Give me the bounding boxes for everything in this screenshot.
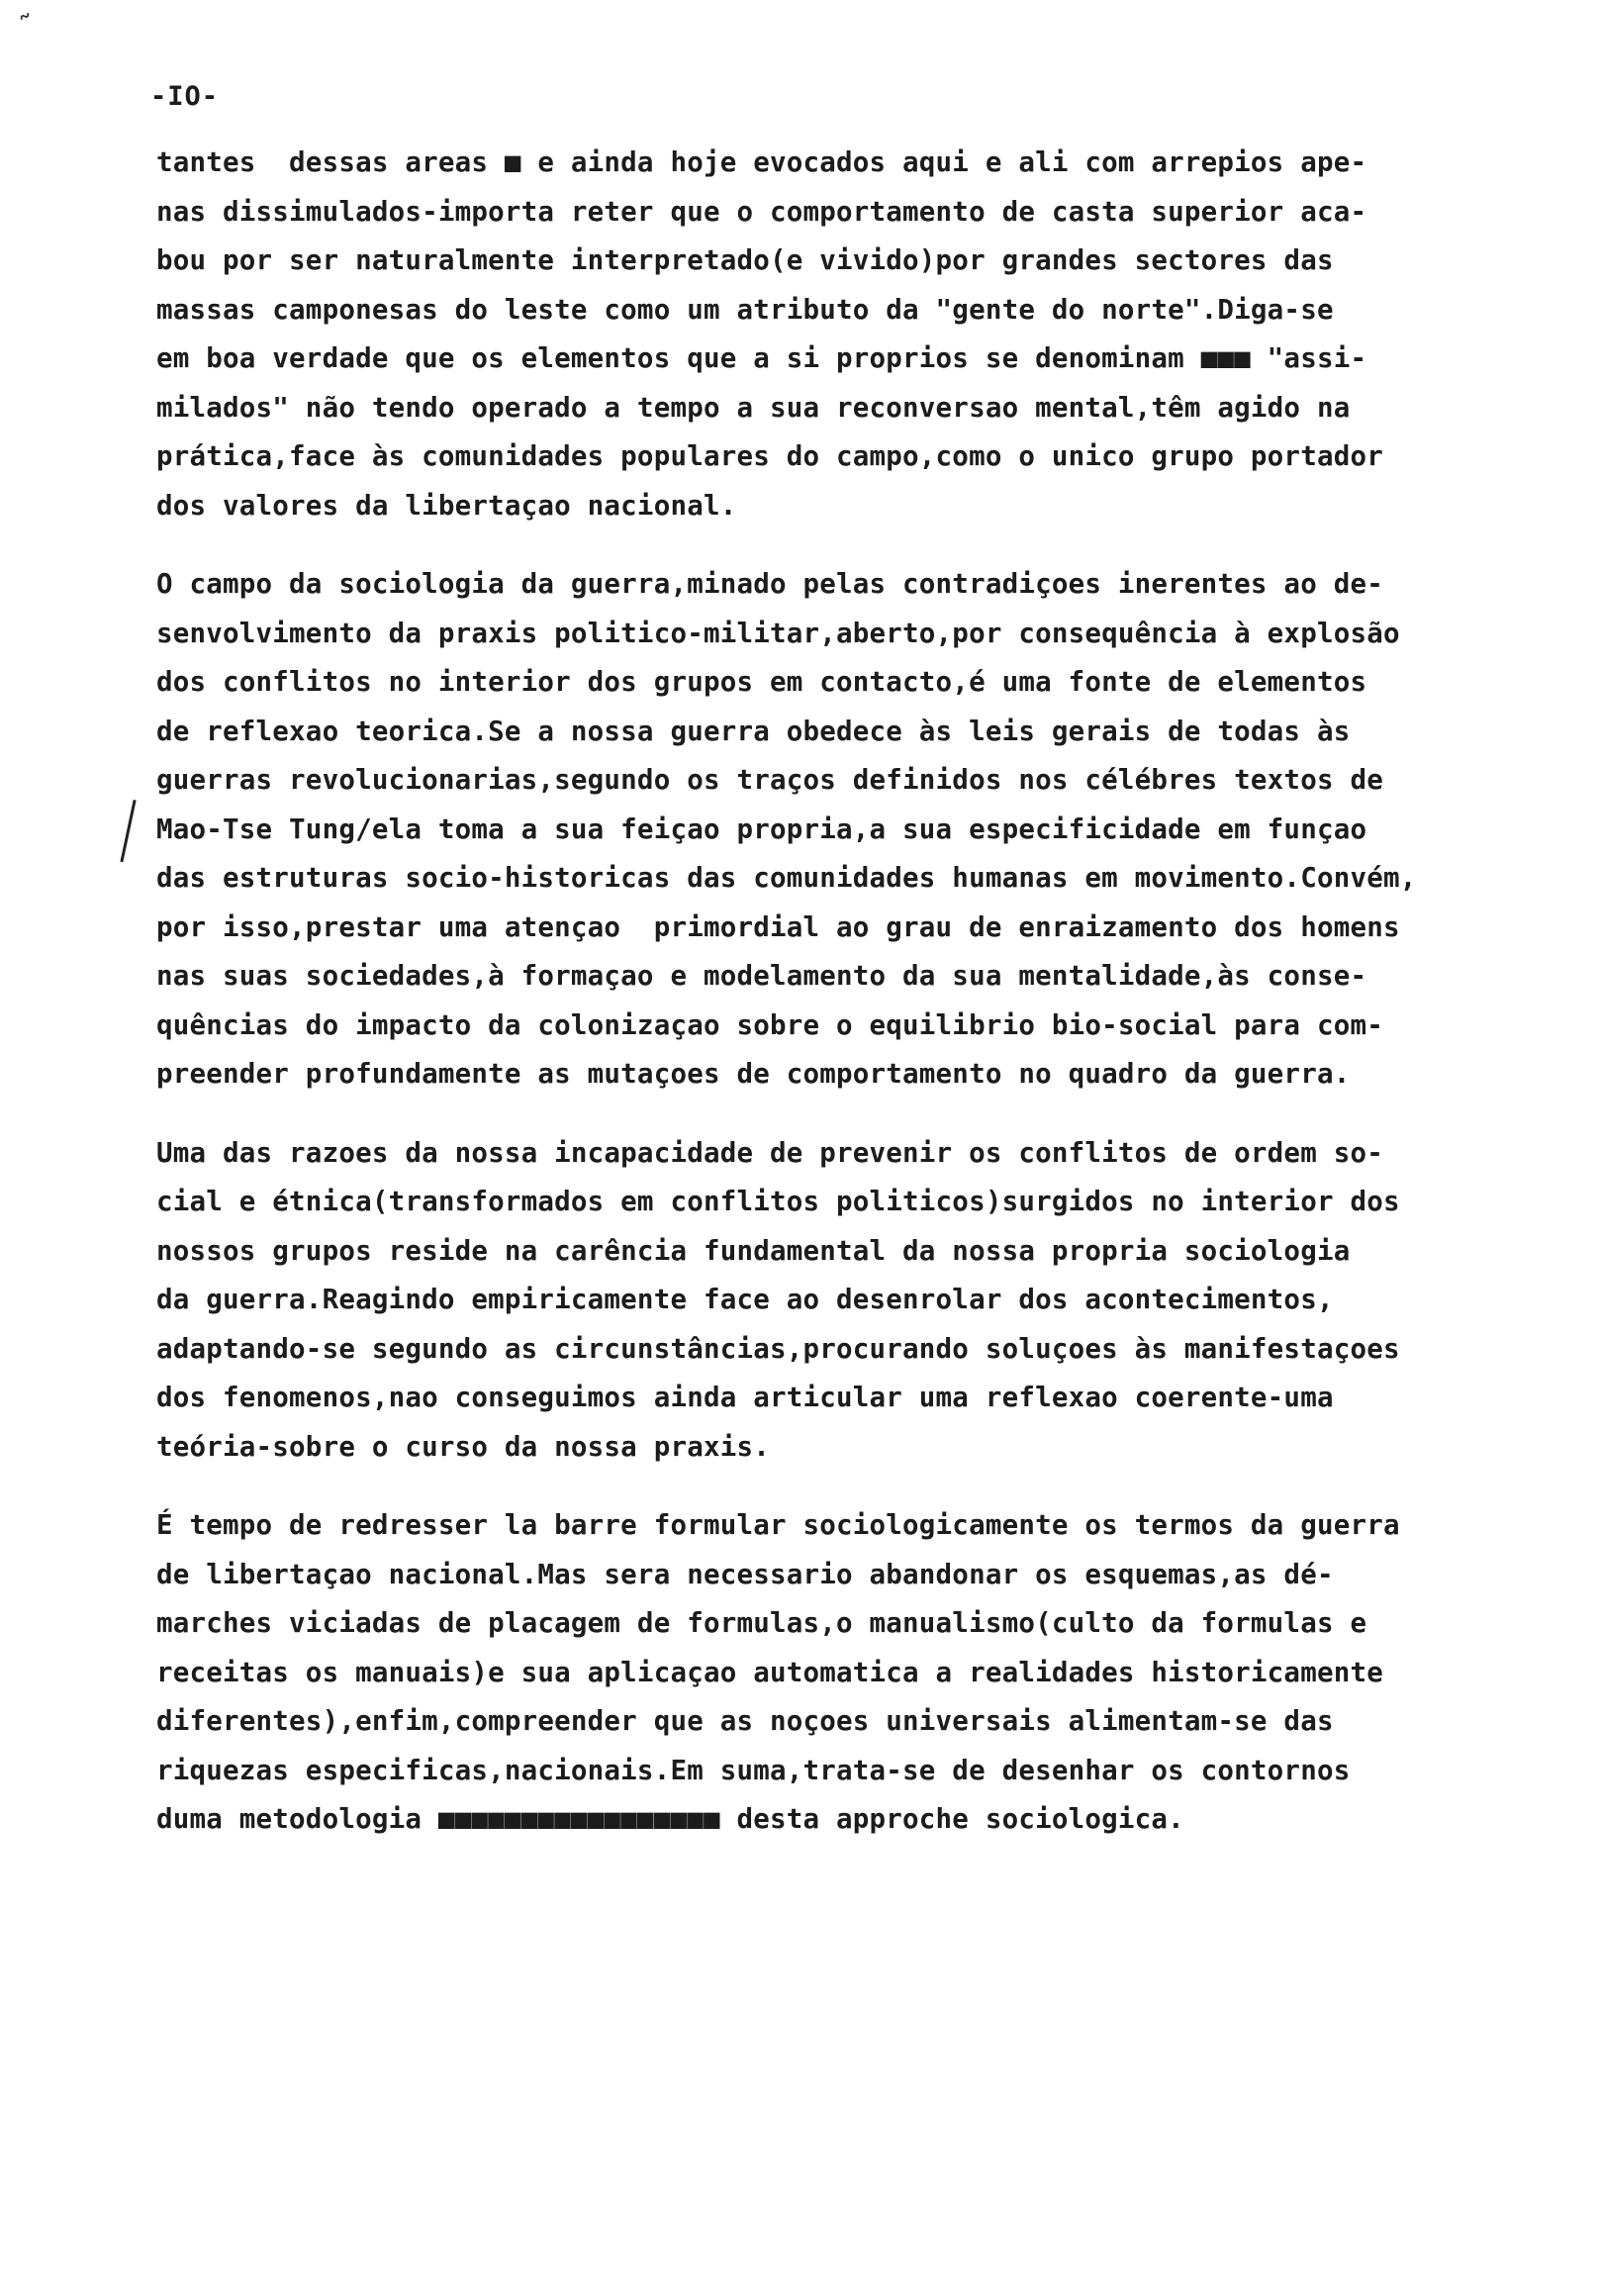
text-line: massas camponesas do leste como um atributo da "gente do norte".Diga-se <box>156 293 1334 326</box>
text-line: marches viciadas de placagem de formulas,o manualismo(culto da formulas e <box>156 1607 1367 1639</box>
text-line: guerras revolucionarias,segundo os traços definidos nos célébres textos de <box>156 764 1383 796</box>
text-line: por isso,prestar uma atençao primordial ao grau de enraizamento dos homens <box>156 910 1400 943</box>
text-line: quências do impacto da colonizaçao sobre o equilibrio bio-social para com- <box>156 1008 1383 1041</box>
text-line: adaptando-se segundo as circunstâncias,procurando soluçoes às manifestaçoes <box>156 1332 1400 1365</box>
text-line: É tempo de redresser la barre formular sociologicamente os termos da guerra <box>156 1509 1400 1541</box>
text-line: teória-sobre o curso da nossa praxis. <box>156 1430 770 1463</box>
paragraph-3 <box>156 1129 1542 1473</box>
text-line: nas suas sociedades,à formaçao e modelamento da sua mentalidade,às conse- <box>156 960 1367 992</box>
text-line: dos fenomenos,nao conseguimos ainda articular uma reflexao coerente-uma <box>156 1382 1334 1413</box>
text-line: O campo da sociologia da guerra,minado pelas contradiçoes inerentes ao de- <box>156 568 1383 600</box>
text-line: da guerra.Reagindo empiricamente face ao desenrolar dos acontecimentos, <box>156 1284 1334 1315</box>
text-line: dos valores da libertaçao nacional. <box>156 489 737 522</box>
text-line: riquezas especificas,nacionais.Em suma,trata-se de desenhar os contornos <box>156 1754 1351 1786</box>
text-line: bou por ser naturalmente interpretado(e vivido)por grandes sectores das <box>156 244 1334 276</box>
paragraph-2 <box>156 560 1542 1100</box>
text-line: dos conflitos no interior dos grupos em contacto,é uma fonte de elementos <box>156 666 1367 698</box>
page-number: -IO- <box>150 81 220 112</box>
corner-pen-marks: ˜ <box>14 7 44 48</box>
text-line: de libertaçao nacional.Mas sera necessario abandonar os esquemas,as dé- <box>156 1558 1334 1590</box>
text-line: prática,face às comunidades populares do campo,como o unico grupo portador <box>156 440 1383 472</box>
text-line: Uma das razoes da nossa incapacidade de prevenir os conflitos de ordem so- <box>156 1136 1383 1169</box>
body-text <box>156 139 1542 1874</box>
text-line: das estruturas socio-historicas das comunidades humanas em movimento.Convém, <box>156 862 1417 894</box>
text-line: senvolvimento da praxis politico-militar,aberto,por consequência à explosão <box>156 617 1400 649</box>
text-line: cial e étnica(transformados em conflitos politicos)surgidos no interior dos <box>156 1186 1400 1217</box>
text-line: nas dissimulados-importa reter que o comportamento de casta superior aca- <box>156 195 1367 228</box>
text-line: Mao-Tse Tung/ela toma a sua feiçao propria,a sua especificidade em funçao <box>156 813 1367 845</box>
paragraph-1 <box>156 139 1542 530</box>
text-line: nossos grupos reside na carência fundamental da nossa propria sociologia <box>156 1234 1351 1267</box>
text-line: de reflexao teorica.Se a nossa guerra obedece às leis gerais de todas às <box>156 715 1351 747</box>
text-line: preender profundamente as mutaçoes de comportamento no quadro da guerra. <box>156 1058 1351 1090</box>
text-line: em boa verdade que os elementos que a si proprios se denominam ■■■ "assi- <box>156 342 1367 374</box>
text-line: tantes dessas areas ■ e ainda hoje evocados aqui e ali com arrepios ape- <box>156 146 1367 178</box>
margin-pen-stroke <box>120 800 140 863</box>
paragraph-4 <box>156 1501 1542 1845</box>
text-line: duma metodologia ■■■■■■■■■■■■■■■■■ desta approche sociologica. <box>156 1803 1184 1835</box>
text-line: diferentes),enfim,compreender que as noçoes universais alimentam-se das <box>156 1705 1334 1737</box>
text-line: receitas os manuais)e sua aplicaçao automatica a realidades historicamente <box>156 1656 1383 1688</box>
text-line: milados" não tendo operado a tempo a sua reconversao mental,têm agido na <box>156 391 1351 424</box>
